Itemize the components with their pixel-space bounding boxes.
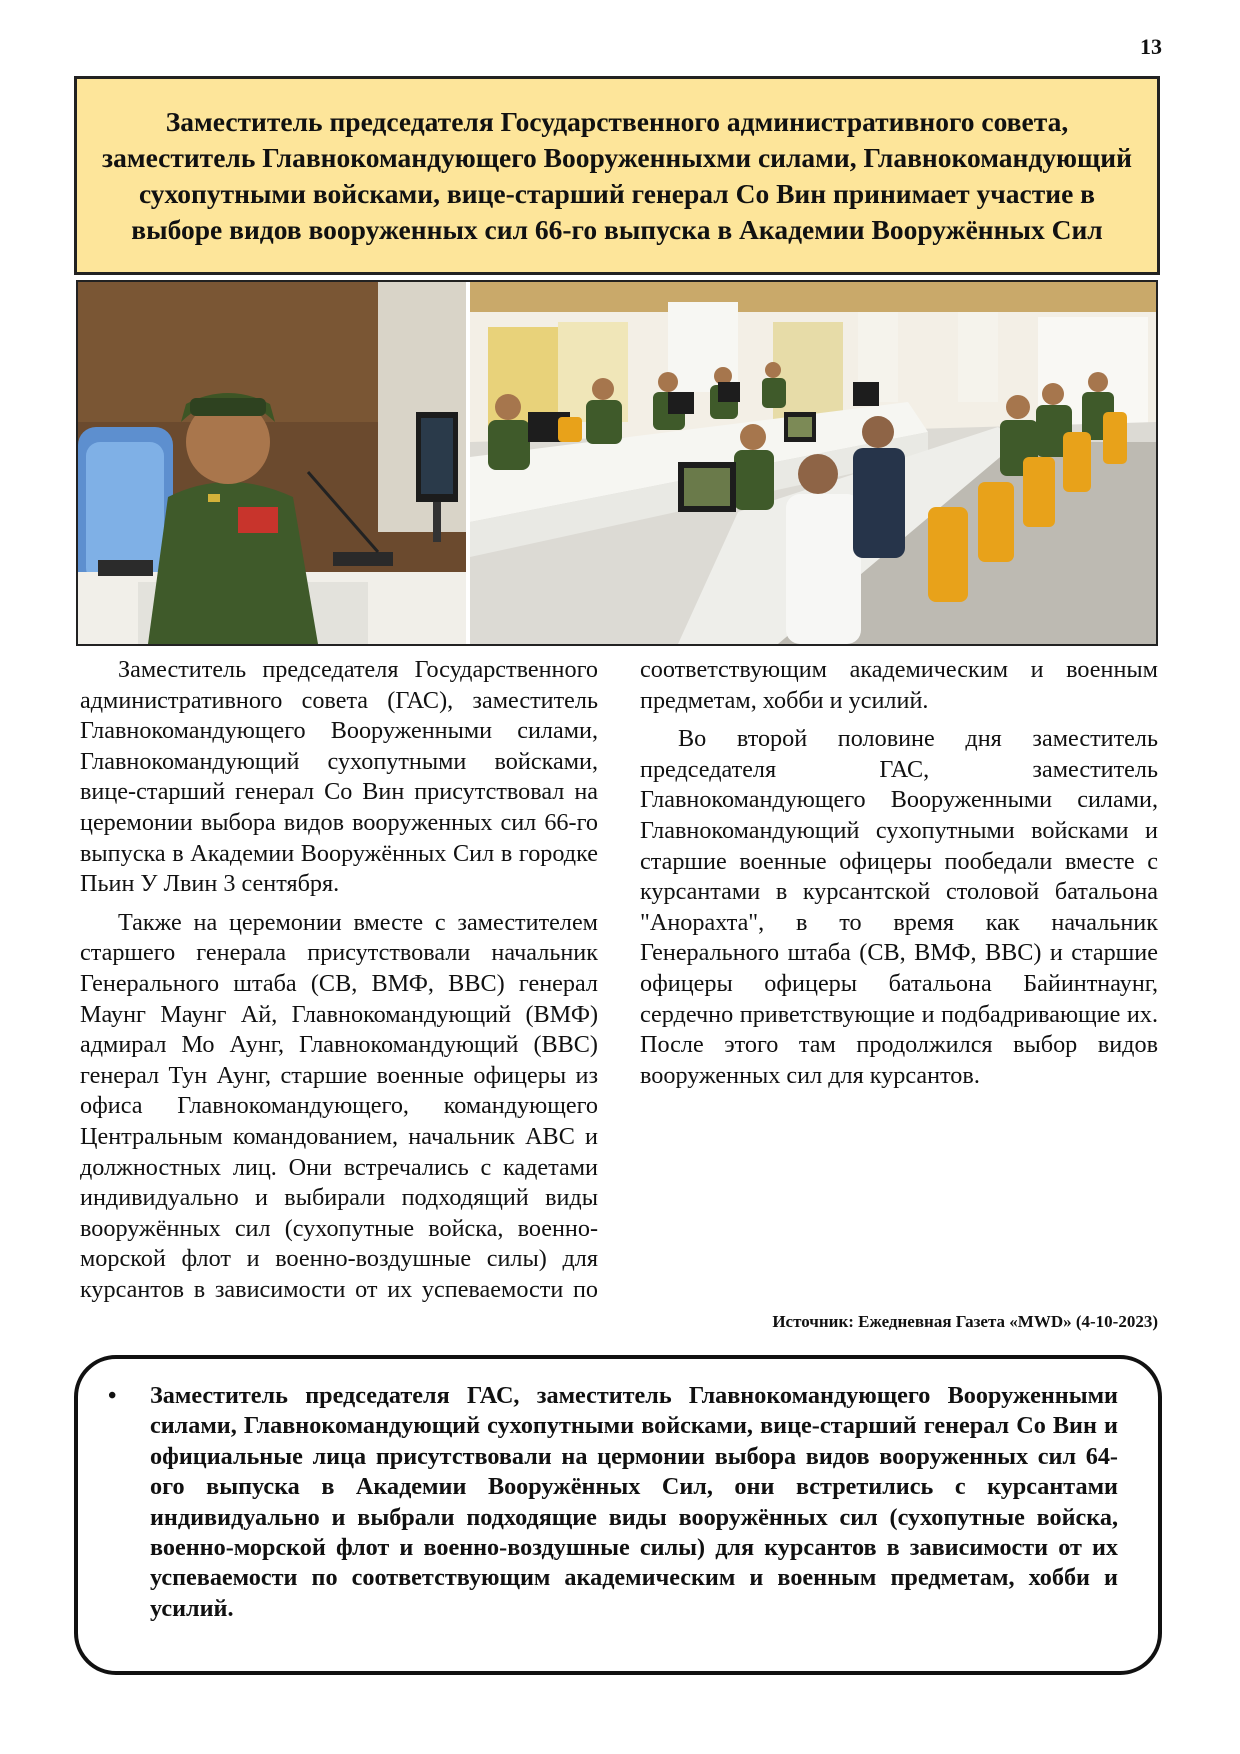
photo-divider: [466, 282, 470, 644]
title-box: [74, 76, 1160, 275]
page-title: Заместитель председателя Государственного административного совета, заместитель Главнокомандующего Вооруженныхми силами, Главнокомандующий сухопутными войсками, вице-старший генерал Со Вин принимает участие в выборе видов вооруженных сил 66-го выпуска в Академии Вооружённых Сил: [102, 105, 1132, 245]
article-paragraph-3: Во второй половине дня заместитель председателя ГАС, заместитель Главнокомандующего Вооруженными силами, Главнокомандующий сухопутными войсками и старшие военные офицеры пообедали вместе с курсантами в курсантской столовой батальона "Анорахта", в то время как начальник Генерального штаба (СВ, ВМФ, ВВС) и старшие офицеры офицеры батальона Байинтнаунг, сердечно приветствующие и подбадривающие их. После этого там продолжился выбор видов вооруженных сил для курсантов.: [640, 725, 1158, 1089]
source-citation: Источник: Ежедневная Газета «MWD» (4-10-2023): [772, 1312, 1158, 1331]
article-paragraph-2: Также на церемонии вместе с заместителем старшего генерала присутствовали начальник Генерального штаба (СВ, ВМФ, ВВС) генерал Маунг Маунг Ай, Главнокомандующий (ВМФ) адмирал Мо Аунг, Главнокомандующий (ВВС) генерал Тун Аунг, старшие военные офицеры из офиса Главнокомандующего, командующего Центральным командованием, начальник АВС и должностных лиц. Они встречались с кадетами индивидуально и выбирали подходящий виды вооружённых сил (сухопутные войска, военно-морской флот и военно-воздушные силы) для курсантов в зависимости от их успеваемости по соответствующим академическим и военным предметам, хобби и усилий.: [80, 656, 1158, 1303]
photo-strip: [76, 280, 1158, 646]
summary-text: Заместитель председателя ГАС, заместитель Главнокомандующего Вооруженными силами, Главнокомандующий сухопутными войсками, вице-старший генерал Со Вин и официальные лица присутствовали на цермонии выбора видов вооруженных сил 64-ого выпуска в Академии Вооружённых Сил, они встретились с курсантами индивидуально и выбрали подходящие виды вооружённых сил (сухопутные войска, военно-морской флот и военно-воздушные силы) для курсантов в зависимости от их успеваемости по соответствующим академическим и военным предметам, хобби и усилий.: [150, 1382, 1118, 1622]
summary-list: [108, 1381, 1118, 1624]
summary-box: [74, 1355, 1162, 1675]
article-body: [80, 655, 1158, 1327]
photo-general-at-desk: [78, 282, 466, 644]
page-number: 13: [1140, 34, 1162, 59]
bullet-icon: •: [108, 1383, 117, 1409]
article-paragraph-1: Заместитель председателя Государственного административного совета (ГАС), заместитель Главнокомандующего Вооруженными силами, Главнокомандующий сухопутными войсками, вице-старший генерал Со Вин присутствовал на церемонии выбора видов вооруженных сил 66-го выпуска в Академии Вооружённых Сил в городке Пьин У Лвин 3 сентября.: [80, 656, 598, 898]
summary-item: [108, 1381, 1118, 1624]
photo-selection-hall: [470, 282, 1156, 644]
photo-strip-svg: [78, 282, 1156, 644]
